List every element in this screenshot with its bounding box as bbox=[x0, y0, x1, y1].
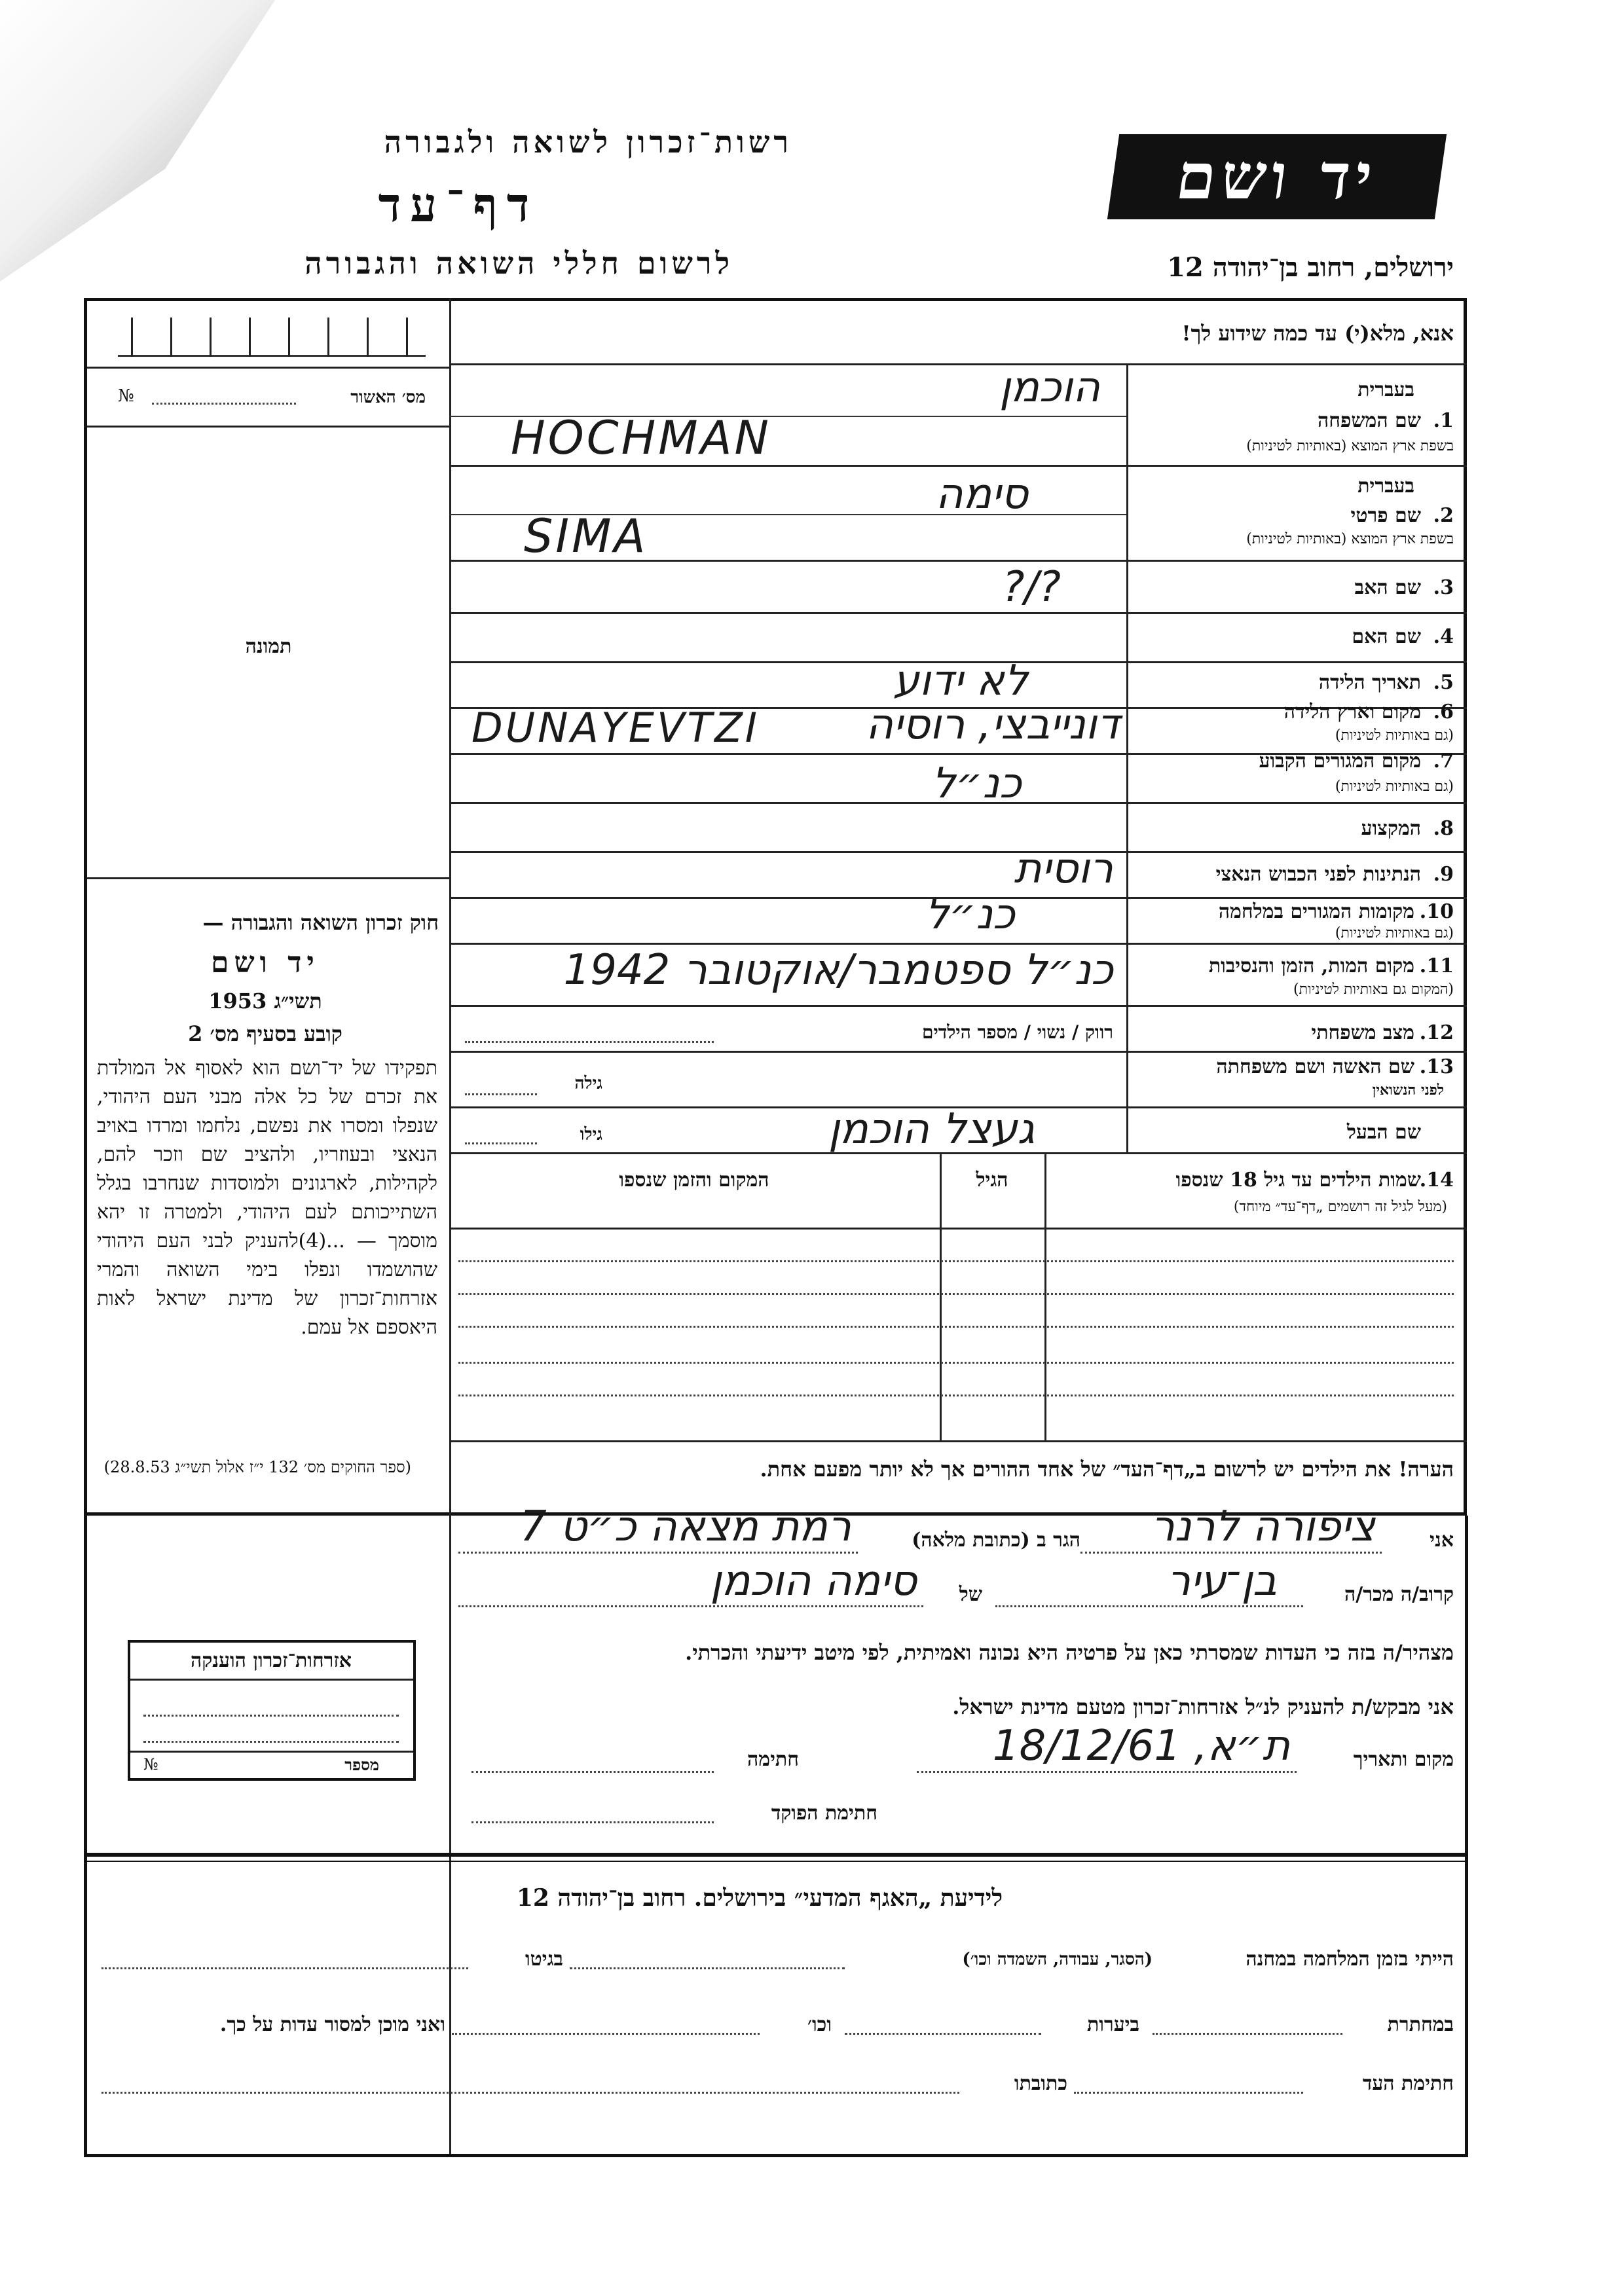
decl-statement: מצהיר/ה בזה כי העדות שמסרתי כאן על פרטיה היא נכונה ואמיתית, לפי מיטב ידיעתי והכרתי. bbox=[685, 1640, 1454, 1665]
children-col-place: המקום והזמן שנספו bbox=[619, 1169, 769, 1192]
decl-place-date-label: מקום ותאריך bbox=[1353, 1748, 1454, 1771]
field-1-label: שם המשפחה bbox=[1317, 409, 1421, 432]
law-name: יד ושם bbox=[211, 946, 320, 979]
field-3-label: שם האב bbox=[1354, 576, 1421, 599]
decl-signature-label: חתימה bbox=[747, 1748, 799, 1771]
decl-resides-label: הגר ב (כתובת מלאה) bbox=[912, 1529, 1080, 1552]
footer-etc-label: וכו׳ bbox=[807, 2013, 832, 2036]
footer-title: לידיעת „האגף המדעי״ בירושלים. רחוב בן־יהודה 12 bbox=[516, 1884, 1003, 1912]
field-4-label: שם האם bbox=[1352, 625, 1421, 648]
field-7-sub: (גם באותיות לטיניות) bbox=[1335, 778, 1454, 795]
decl-relative-value[interactable]: בן־עיר bbox=[1166, 1557, 1277, 1605]
field-13-sub: לפני הנשואין bbox=[1372, 1082, 1444, 1099]
field-12-num: 12. bbox=[1419, 1021, 1454, 1044]
instructions: אנא, מלא(י) עד כמה שידוע לך! bbox=[1181, 321, 1454, 346]
field-2-value-latin[interactable]: SIMA bbox=[524, 509, 648, 563]
field-6-label: מקום וארץ הלידה bbox=[1283, 701, 1421, 723]
decl-officer-label: חתימת הפוקד bbox=[771, 1802, 877, 1825]
code-boxes bbox=[118, 318, 426, 357]
field-10-sub: (גם באותיות לטיניות) bbox=[1335, 925, 1454, 941]
decl-relative-label: קרוב/ה מכר/ה bbox=[1344, 1583, 1454, 1606]
photo-label: תמונה bbox=[245, 635, 292, 658]
citizenship-number-label: מספר bbox=[344, 1755, 379, 1774]
law-year: תשי״ג 1953 bbox=[208, 989, 322, 1013]
field-11-num: 11. bbox=[1419, 955, 1454, 977]
field-1-num: 1. bbox=[1433, 409, 1454, 432]
field-13-num: 13. bbox=[1419, 1055, 1454, 1078]
field-11-value[interactable]: כנ״ל ספטמבר/אוקטובר 1942 bbox=[563, 946, 1113, 994]
field-5-label: תאריך הלידה bbox=[1318, 671, 1421, 694]
field-5-num: 5. bbox=[1433, 671, 1454, 694]
law-ref: (ספר החוקים מס׳ 132 י״ז אלול תשי״ג 28.8.53) bbox=[103, 1458, 411, 1476]
folded-corner bbox=[0, 0, 275, 282]
field-3-value[interactable]: ?/? bbox=[1002, 563, 1061, 611]
citizenship-box bbox=[128, 1640, 416, 1781]
decl-of-label: של bbox=[959, 1583, 982, 1606]
field-11-label: מקום המות, הזמן והנסיבות bbox=[1208, 955, 1414, 977]
field-2-sub: בשפת ארץ המוצא (באותיות לטיניות) bbox=[1246, 531, 1454, 547]
footer-ready-label: ואני מוכן למסור עדות על כך. bbox=[219, 2013, 445, 2036]
children-col-age: הגיל bbox=[976, 1169, 1008, 1192]
decl-i-value[interactable]: ציפורה לרנר bbox=[1151, 1503, 1375, 1551]
citizenship-number-mark: № bbox=[143, 1755, 158, 1774]
husband-label: שם הבעל bbox=[1346, 1121, 1421, 1144]
field-7-label: מקום המגורים הקבוע bbox=[1259, 750, 1421, 773]
husband-age-label: גילו bbox=[580, 1125, 602, 1144]
field-1-hebrew-tag: בעברית bbox=[1357, 378, 1414, 401]
law-clause: קובע בסעיף מס׳ 2 bbox=[188, 1021, 342, 1046]
children-num: 14. bbox=[1419, 1169, 1454, 1192]
children-label: שמות הילדים עד גיל 18 שנספו bbox=[1175, 1169, 1421, 1192]
field-11-sub: (המקום גם באותיות לטיניות) bbox=[1293, 981, 1454, 998]
field-9-num: 9. bbox=[1433, 863, 1454, 886]
footer-camp-label: הייתי בזמן המלחמה במחנה bbox=[1246, 1948, 1454, 1971]
decl-of-value[interactable]: סימה הוכמן bbox=[710, 1557, 917, 1605]
decl-i-label: אני bbox=[1430, 1529, 1454, 1552]
footer-forests-label: ביערות bbox=[1086, 2013, 1139, 2036]
field-2-label: שם פרטי bbox=[1350, 504, 1421, 527]
decl-request: אני מבקש/ת להעניק לנ״ל אזרחות־זכרון מטעם מדינת ישראל. bbox=[952, 1694, 1454, 1719]
footer-address-label: כתובתו bbox=[1014, 2072, 1067, 2095]
field-7-num: 7. bbox=[1433, 750, 1454, 773]
field-9-label: הנתינות לפני הכבוש הנאצי bbox=[1215, 863, 1421, 886]
field-6-num: 6. bbox=[1433, 701, 1454, 723]
address: ירושלים, רחוב בן־יהודה 12 bbox=[1167, 252, 1454, 283]
field-3-num: 3. bbox=[1433, 576, 1454, 599]
form-subtitle: לרשום חללי השואה והגבורה bbox=[304, 246, 733, 281]
field-1-value-latin[interactable]: HOCHMAN bbox=[511, 411, 771, 465]
field-1-sub: בשפת ארץ המוצא (באותיות לטיניות) bbox=[1246, 438, 1454, 454]
footer-witness-sign-label: חתימת העד bbox=[1362, 2072, 1454, 2095]
field-8-num: 8. bbox=[1433, 817, 1454, 840]
field-12-label: מצב משפחתי bbox=[1311, 1021, 1414, 1044]
field-7-value[interactable]: כנ״ל bbox=[931, 759, 1022, 808]
field-12-options[interactable]: רווק / נשוי / מספר הילדים bbox=[921, 1021, 1113, 1043]
form-title: דף־עד bbox=[378, 177, 539, 232]
decl-place-date-value[interactable]: ת״א, 18/12/61 bbox=[992, 1722, 1290, 1770]
field-10-label: מקומות המגורים במלחמה bbox=[1218, 900, 1414, 923]
husband-name-value[interactable]: געצל הוכמן bbox=[828, 1105, 1035, 1154]
field-4-num: 4. bbox=[1433, 625, 1454, 648]
citizenship-title: אזרחות־זכרון הוענקה bbox=[190, 1649, 352, 1672]
decl-resides-value[interactable]: רמת מצאה כ״ט 7 bbox=[519, 1503, 851, 1551]
law-title: חוק זכרון השואה והגבורה — bbox=[202, 910, 439, 935]
field-10-value[interactable]: כנ״ל bbox=[925, 890, 1015, 939]
footer-camp-paren: (הסגר, עבודה, השמדה וכו׳) bbox=[962, 1950, 1153, 1969]
field-6-value-latin[interactable]: DUNAYEVTZI bbox=[471, 704, 760, 752]
field-13-label: שם האשה ושם משפחתה bbox=[1216, 1055, 1414, 1078]
children-sub: (מעל לגיל זה רושמים „דף־עד״ מיוחד) bbox=[1233, 1199, 1447, 1215]
field-1-value-he[interactable]: הוכמן bbox=[999, 363, 1100, 412]
law-text: תפקידו של יד־ושם הוא לאסוף אל המולדת את זכרם של כל אלה מבני העם היהודי, שנפלו ומסרו את נפשם, נלחמו ומרדו באויב הנאצי ובעוזריו, ולהציב שם וזכר להם, לקהילות, לארגונים ולמוסדות שנחרבו בגלל השתייכותם לעם היהודי, ולמטרה זו יהא מוסמך — ...(4)להעניק לבני העם היהודי שהושמדו ונפלו בימי השואה והמרי אזרחות־זכרון של מדינת ישראל לאות היאספם אל עמם. bbox=[97, 1057, 438, 1339]
field-5-value[interactable]: לא ידוע bbox=[893, 657, 1028, 705]
field-10-num: 10. bbox=[1419, 900, 1454, 923]
approval-no-mark: № bbox=[118, 386, 134, 406]
field-6-value-he[interactable]: דונייבצי, רוסיה bbox=[866, 701, 1120, 749]
approval-no-label: מס׳ האשור bbox=[350, 388, 426, 407]
field-6-sub: (גם באותיות לטיניות) bbox=[1335, 727, 1454, 744]
footer-ghetto-label: בגיטו bbox=[525, 1948, 563, 1971]
field-8-label: המקצוע bbox=[1361, 817, 1421, 840]
footer-underground-label: במחתרת bbox=[1387, 2013, 1454, 2036]
org-line: רשות־זכרון לשואה ולגבורה bbox=[384, 124, 792, 160]
field-2-num: 2. bbox=[1433, 504, 1454, 527]
note: הערה! את הילדים יש לרשום ב„דף־העד״ של אחד ההורים אך לא יותר מפעם אחת. bbox=[760, 1457, 1454, 1482]
field-2-hebrew-tag: בעברית bbox=[1357, 475, 1414, 498]
wife-age-label: גילה bbox=[574, 1074, 602, 1093]
field-9-value[interactable]: רוסית bbox=[1014, 845, 1113, 893]
logo: יד ושם bbox=[1107, 134, 1447, 219]
field-2-value-he[interactable]: סימה bbox=[935, 470, 1028, 519]
